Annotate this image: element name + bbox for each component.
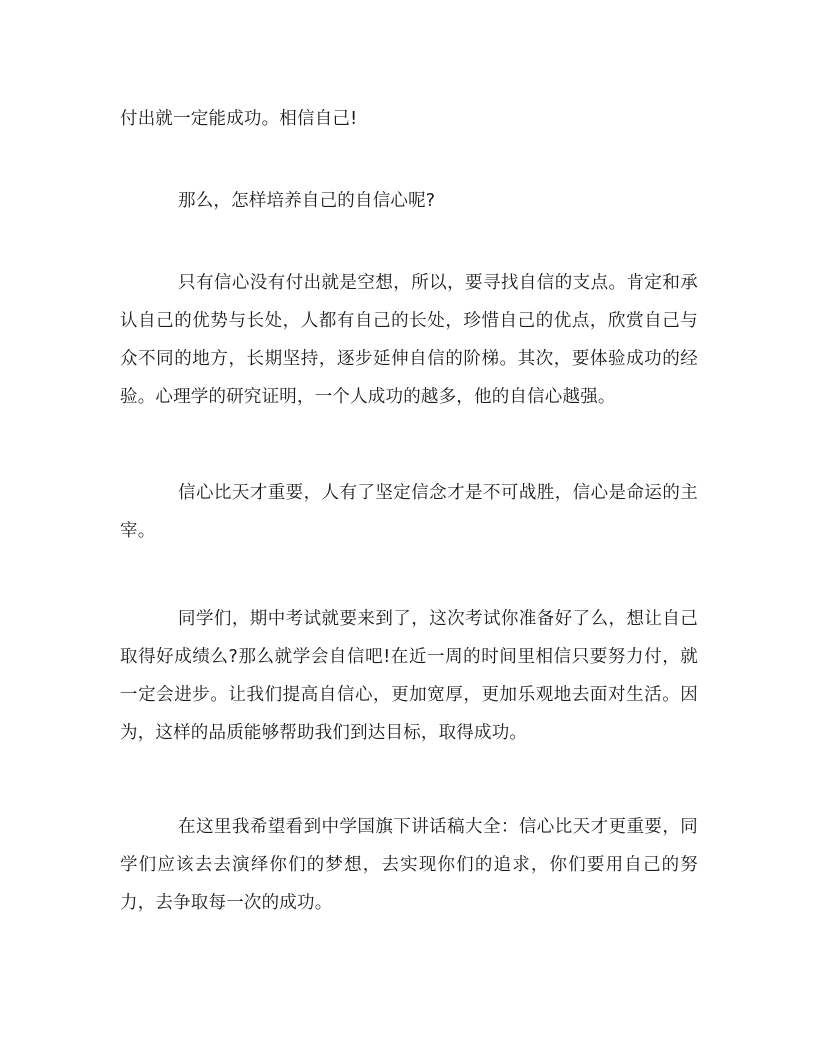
paragraph-confidence-support: 只有信心没有付出就是空想，所以，要寻找自信的支点。肯定和承认自己的优势与长处，人都有自己的长处，珍惜自己的优点，欣赏自己与众不同的地方，长期坚持，逐步延伸自信的阶梯。其次，要体验成功的经验。心理学的研究证明，一个人成功的越多，他的自信心越强。	[120, 273, 698, 407]
paragraph-closing: 在这里我希望看到中学国旗下讲话稿大全：信心比天才更重要，同学们应该去去演绎你们的梦想，去实现你们的追求，你们要用自己的努力，去争取每一次的成功。	[120, 817, 698, 913]
paragraph-question: 那么，怎样培养自己的自信心呢?	[178, 191, 436, 211]
paragraph-midterm-exam: 同学们，期中考试就要来到了，这次考试你准备好了么，想让自己取得好成绩么?那么就学会自信吧!在近一周的时间里相信只要努力付，就一定会进步。让我们提高自信心，更加宽厚，更加乐观地去面对生活。因为，这样的品质能够帮助我们到达目标，取得成功。	[120, 609, 698, 743]
paragraph-confidence-vs-talent: 信心比天才重要，人有了坚定信念才是不可战胜，信心是命运的主宰。	[120, 483, 698, 541]
paragraph-continuation: 付出就一定能成功。相信自己!	[120, 109, 358, 129]
